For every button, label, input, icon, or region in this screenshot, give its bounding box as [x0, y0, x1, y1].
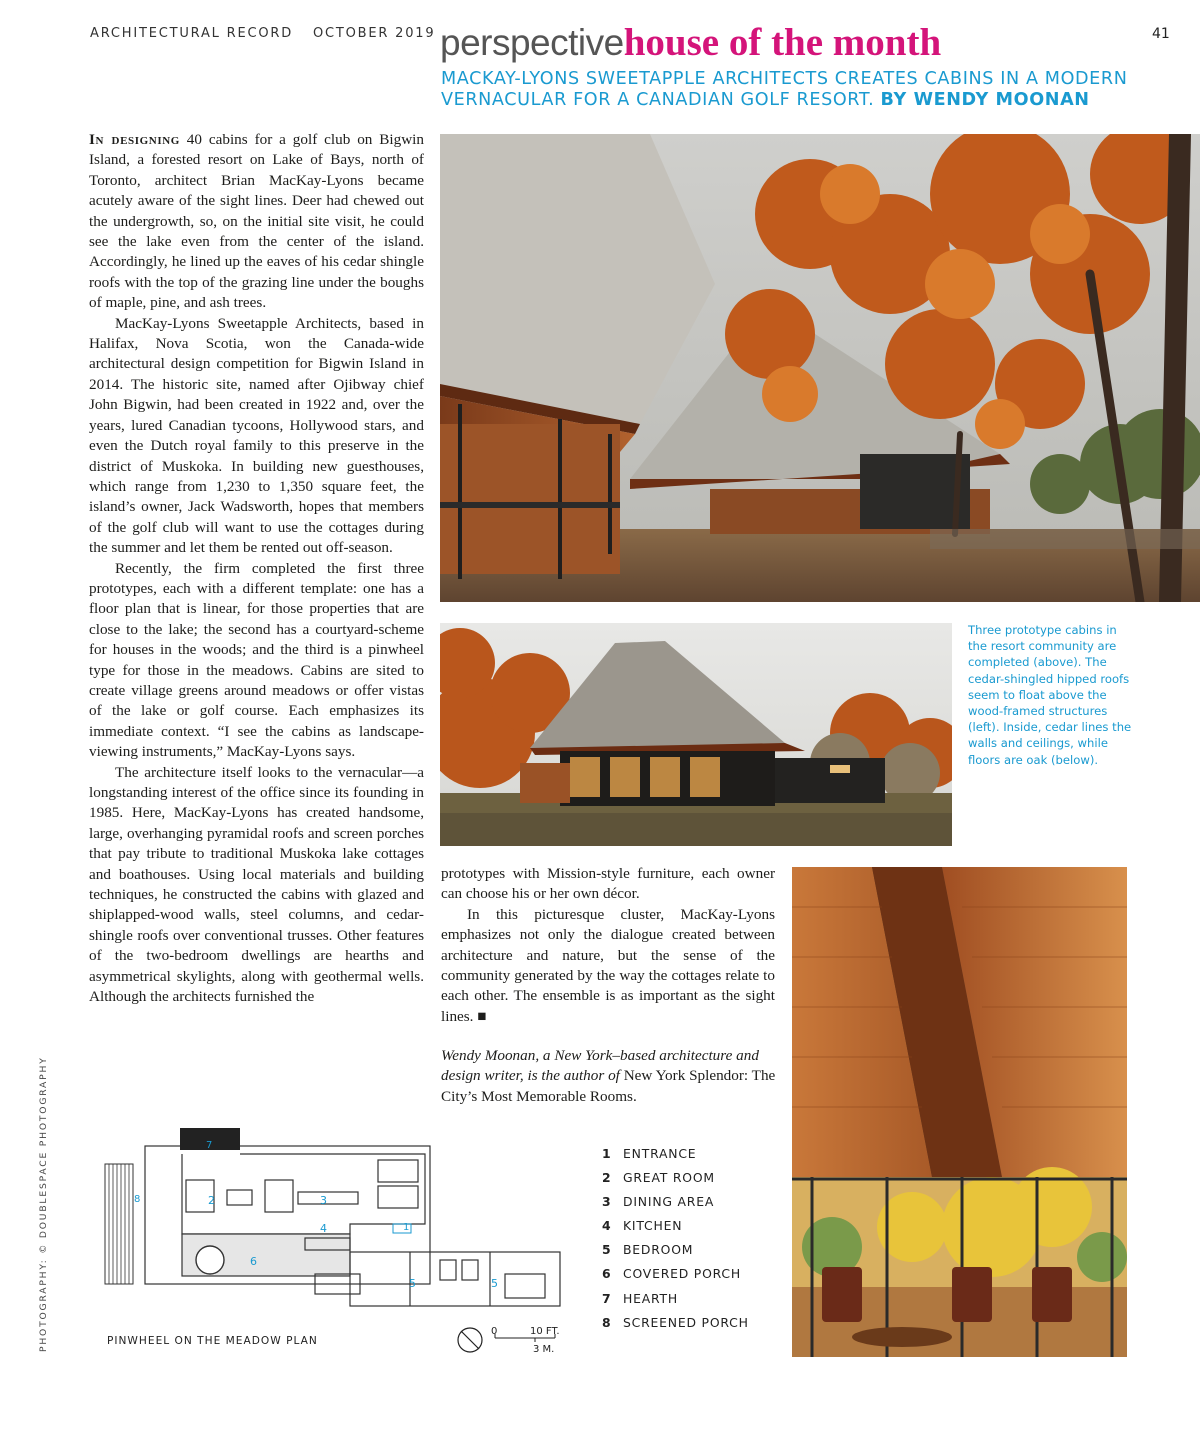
department-name: house of the month [623, 21, 942, 64]
legend-number: 3 [602, 1194, 612, 1210]
paragraph-2: MacKay-Lyons Sweetapple Architects, based in Halifax, Nova Scotia, won the Canada-wide architectural design competition for Bigwin Island in 2014. The historic site, named after Ojibway chief John Bigwin, had been created in 1922 and, over the years, lured Canadian tycoons, Hollywood stars, and even the Dutch royal family to this preserve in the district of Muskoka. In building new guesthouses, which range from 1,230 to 1,350 square feet, the island’s owner, Jack Wadsworth, hopes that members of the golf club will want to use the cottages during the summer and let them be rented out off-season. [89, 314, 424, 557]
legend-label: DINING AREA [623, 1194, 715, 1210]
interior-photo [792, 867, 1127, 1357]
legend-number: 7 [602, 1290, 612, 1306]
cabin-exterior-photo [440, 623, 952, 846]
cabins-photo [440, 134, 1200, 602]
room-number-screened-porch: 8 [134, 1194, 141, 1205]
legend-label: KITCHEN [623, 1218, 683, 1234]
book-title: New York Splendor: The City’s Most Memorable Rooms. [441, 1067, 776, 1105]
bio-text: Wendy Moonan, a New York–based architecture and design writer, is the author of [441, 1047, 759, 1085]
scale-zero: 0 [491, 1326, 498, 1337]
room-number-entrance: 1 [403, 1222, 410, 1233]
room-number-dining: 3 [320, 1194, 327, 1207]
article-column-2 [441, 864, 775, 1027]
paragraph-5: In this picturesque cluster, MacKay-Lyons emphasizes not only the dialogue created between architecture and nature, but the sense of the community generated by the way the cottages relate to each other. The ensemble is as important as the sight lines. ■ [441, 905, 775, 1025]
legend-number: 1 [602, 1146, 612, 1161]
legend-number: 4 [602, 1218, 612, 1234]
byline: BY WENDY MOONAN [880, 90, 1090, 110]
legend-label: COVERED PORCH [623, 1266, 741, 1282]
room-number-kitchen: 4 [320, 1222, 327, 1235]
deck-text: MACKAY-LYONS SWEETAPPLE ARCHITECTS CREATES CABINS IN A MODERN VERNACULAR FOR A CANADIAN GOLF RESORT. [441, 69, 1128, 110]
article-column-1 [89, 130, 424, 1007]
legend-item [602, 1146, 749, 1170]
paragraph-1 [89, 130, 424, 314]
legend-item [602, 1170, 749, 1194]
legend-item [602, 1194, 749, 1218]
legend-item [602, 1315, 749, 1339]
lead-in: In designing [89, 131, 180, 148]
plan-title: PINWHEEL ON THE MEADOW PLAN [107, 1335, 318, 1347]
section-name: perspective [440, 22, 624, 63]
legend-label: ENTRANCE [623, 1146, 697, 1161]
section-kicker [440, 20, 941, 74]
legend-number: 6 [602, 1266, 612, 1282]
issue-date: OCTOBER 2019 [312, 26, 436, 41]
room-number-covered-porch: 6 [250, 1255, 257, 1268]
paragraph-3: Recently, the firm completed the first three prototypes, each with a different template: one has a floor plan that is linear, for those properties that are close to the lake; the second has a courtyard-scheme for houses in the woods; and the third is a pinwheel type for those in the meadows. Cabins are sited to create village greens around meadows or offer vistas of the lake or golf course. Each emphasizes its immediate context. “I see the cabins as landscape-viewing instruments,” MacKay-Lyons says. [89, 559, 424, 761]
page-number: 41 [1152, 26, 1170, 42]
legend-label: GREAT ROOM [623, 1170, 715, 1186]
floor-plan [100, 1124, 570, 1319]
scale-feet: 10 FT. [530, 1326, 560, 1337]
legend-item [602, 1266, 749, 1290]
scale-meters: 3 M. [533, 1344, 555, 1355]
room-number-bedroom-b: 5 [491, 1277, 498, 1290]
publication-name: ARCHITECTURAL RECORD [90, 26, 294, 41]
paragraph-1-text: 40 cabins for a golf club on Bigwin Island, a forested resort on Lake of Bays, north of Toronto, architect Brian MacKay-Lyons became acutely aware of the sight lines. Deer had chewed out the undergrowth, so, on the initial site visit, he could see the lake even from the center of the island. Accordingly, he lined up the eaves of his cedar shingle roofs with the top of the grazing line under the boughs of maple, pine, and ash trees. [89, 131, 424, 312]
photo-caption: Three prototype cabins in the resort community are completed (above). The cedar-shingled hipped roofs seem to float above the wood-framed structures (left). Inside, cedar lines the walls and ceilings, while floors are oak (below). [968, 623, 1132, 767]
legend-number: 8 [602, 1314, 612, 1330]
legend-item [602, 1218, 749, 1242]
plan-scale [455, 1322, 565, 1358]
legend-label: BEDROOM [623, 1242, 694, 1258]
legend-number: 2 [602, 1170, 612, 1186]
legend-item [602, 1291, 749, 1315]
room-number-great-room: 2 [208, 1194, 215, 1207]
legend-label: SCREENED PORCH [623, 1314, 749, 1330]
room-number-hearth: 7 [206, 1140, 213, 1151]
legend-number: 5 [602, 1242, 612, 1258]
paragraph-4: The architecture itself looks to the vernacular—a longstanding interest of the office since its founding in 1985. Here, MacKay-Lyons has created handsome, large, overhanging pyramidal roofs and screen porches that pay tribute to traditional Muskoka lake cottages and boathouses. Using local materials and building techniques, he constructed the cabins with glazed and shiplapped-wood walls, steel columns, and cedar-shingle roofs over conventional trusses. Other features of the two-bedroom dwellings are hearths and asymmetrical skylights, along with geothermal wells. Although the architects furnished the [89, 763, 424, 1006]
legend-label: HEARTH [623, 1290, 679, 1306]
author-bio [441, 1046, 781, 1107]
photo-credit: PHOTOGRAPHY: © DOUBLESPACE PHOTOGRAPHY [38, 1056, 49, 1352]
paragraph-4-continued: prototypes with Mission-style furniture, each owner can choose his or her own décor. [441, 865, 775, 903]
article-deck [441, 69, 1141, 111]
legend-item [602, 1242, 749, 1266]
running-head [90, 26, 449, 41]
plan-legend [602, 1146, 749, 1339]
room-number-bedroom-a: 5 [409, 1277, 416, 1290]
